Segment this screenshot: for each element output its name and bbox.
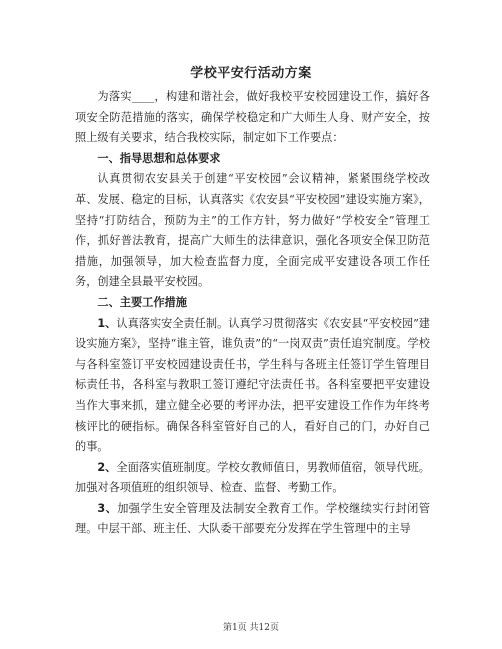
page-number-footer: 第1页 共12页 [222,623,280,633]
section-heading-guiding-principles: 一、指导思想和总体要求 [97,151,221,165]
measure-item-1 [75,314,430,458]
document-body [75,87,430,540]
guiding-principles-paragraph: 认真贯彻农安县关于创建“平安校园”会议精神，紧紧围绕学校改革、发展、稳定的目标，认真落实《农安县“平安校园”建设实施方案》，坚持“打防结合，预防为主”的工作方针，努力做好“学校安全”管理工作，抓好普法教育，提高广大师生的法律意识，强化各项安全保卫防范措施，加强领导，加大检查监督力度，全面完成平安建设各项工作任务，创建全县最平安校园。 [75,172,430,289]
measure-item-3-text: 加强学生安全管理及法制安全教育工作。学校继续实行封闭管理。中层干部、班主任、大队委干部要充分发挥在学生管理中的主导 [75,501,430,536]
measure-item-2 [75,458,430,499]
measure-item-2-number: 2、 [97,460,117,474]
measure-item-2-text: 全面落实值班制度。学校女教师值日，男教师值宿，领导代班。加强对各项值班的组织领导、检查、监督、考勤工作。 [75,460,430,495]
document-title: 学校平安行活动方案 [190,66,312,81]
measure-item-1-text: 认真落实安全责任制。认真学习贯彻落实《农安县“平安校园”建设实施方案》，坚持“谁主管，谁负责”的“一岗双责”责任追究制度。学校与各科室签订平安校园建设责任书，学生科与各班主任签订学生管理目标责任书，各科室与教职工签订遵纪守法责任书。各科室要把平安建设当作大事来抓，建立健全必要的考评办法，把平安建设工作作为年终考核评比的硬指标。确保各科室管好自己的人，看好自己的门，办好自己的事。 [75,316,430,454]
measure-item-3 [75,499,430,540]
intro-paragraph: 为落实____，构建和谐社会，做好我校平安校园建设工作，搞好各项安全防范措施的落实，确保学校稳定和广大师生人身、财产安全，按照上级有关要求，结合我校实际，制定如下工作要点： [75,90,430,145]
measure-item-1-number: 1、 [97,316,117,330]
section-heading-main-measures: 二、主要工作措施 [97,295,187,309]
measure-item-3-number: 3、 [97,501,118,515]
